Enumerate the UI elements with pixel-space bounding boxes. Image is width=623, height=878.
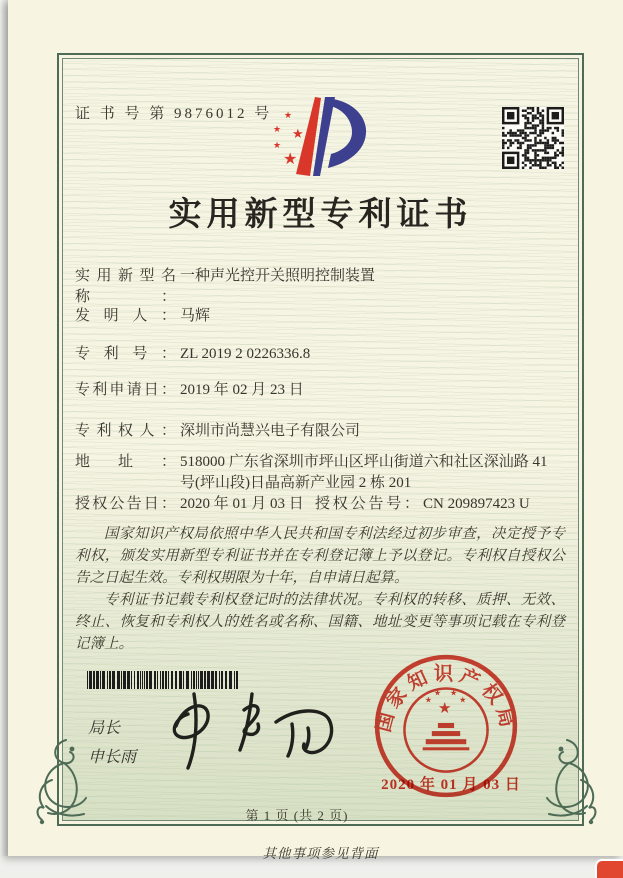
field-value: CN 209897423 U [423,496,530,512]
field-value: 一种声光控开关照明控制装置 [180,268,376,284]
scan-edge-left [0,0,8,878]
national-emblem-icon [404,688,487,772]
cnipa-logo-icon [266,94,370,180]
svg-text:★: ★ [433,687,442,698]
legal-paragraph-2: 专利证书记载专利权登记时的法律状况。专利权的转移、质押、无效、终止、恢复和专利权人的姓名或名称、国籍、地址变更等事项记载在专利登记簿上。 [75,592,565,652]
field-label: 专利号： [75,346,176,362]
svg-text:★: ★ [459,694,467,705]
legal-paragraph-1: 国家知识产权局依照中华人民共和国专利法经过初步审查，决定授予专利权，颁发实用新型专利证书并在专利登记簿上予以登记。专利权自授权公告之日起生效。专利权期限为十年，自申请日起算。 [75,526,565,586]
back-note: 其他事项参见背面 [262,846,379,861]
field-label: 专利权人： [75,423,176,439]
field-value: 2019 年 02 月 23 日 [180,382,304,398]
field-value: 深圳市尚慧兴电子有限公司 [180,423,361,439]
svg-text:★: ★ [273,141,282,151]
svg-text:★: ★ [283,149,298,168]
svg-text:★: ★ [437,698,452,717]
field-value: 马辉 [180,308,211,324]
director-signature-icon [158,686,343,774]
field-row-patentee [75,421,575,442]
svg-text:★: ★ [292,127,304,142]
svg-text:★: ★ [424,694,432,705]
scan-artifact [595,859,623,878]
field-label: 实用新型名称： [75,268,176,305]
svg-text:★: ★ [273,125,282,135]
page-number: 第 1 页 (共 2 页) [245,808,349,823]
field-label: 地址： [75,454,176,470]
patent-certificate-page [8,0,623,861]
certificate-title: 实用新型专利证书 [168,197,473,233]
svg-text:★: ★ [284,111,293,121]
legal-text [75,523,565,655]
field-value: 518000 广东省深圳市坪山区坪山街道六和社区深汕路 41 号(坪山段)日晶高新产业园 2 栋 201 [180,454,548,491]
signer-name: 申长雨 [88,749,137,766]
seal-date: 2020 年 01 月 03 日 [381,777,521,793]
field-row-address [75,452,575,494]
qr-code-icon [502,107,564,169]
field-row-inventor [75,306,575,327]
seal-text: 国家知识产权局 [373,663,519,735]
field-label: 专利申请日： [75,382,176,398]
field-label: 授权公告日： [75,496,176,512]
field-row-name [75,266,575,308]
field-value: ZL 2019 2 0226336.8 [180,346,311,362]
field-value: 2020 年 01 月 03 日 [180,496,304,512]
field-grant-number [315,494,530,515]
field-row-patent-number [75,344,575,365]
corner-flourish-icon [535,736,601,828]
field-label: 发明人： [75,308,176,324]
certificate-number: 证 书 号 第 9876012 号 [75,106,273,122]
field-row-grant [75,494,575,515]
field-row-filing-date [75,380,575,401]
corner-flourish-icon [32,736,98,828]
field-label: 授权公告号： [315,496,419,512]
signer-title: 局长 [88,720,121,737]
svg-text:★: ★ [450,687,458,698]
